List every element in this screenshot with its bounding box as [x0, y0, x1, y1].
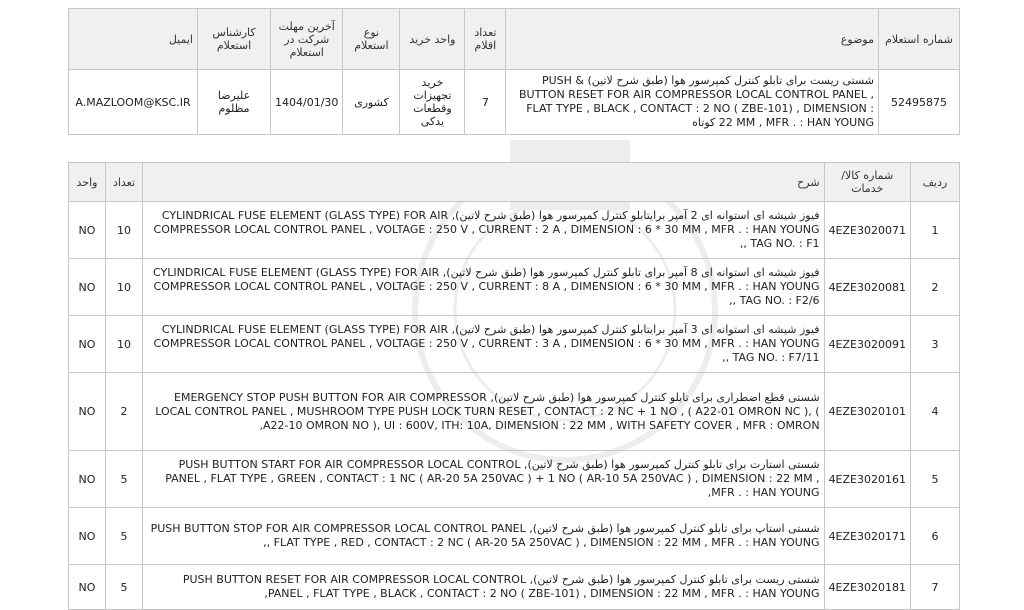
header-item-code: شماره کالا/خدمات: [824, 163, 910, 202]
row-index: 3: [911, 316, 960, 373]
row-index: 7: [911, 565, 960, 610]
item-description: فیوز شیشه ای استوانه ای 2 آمپر برایتابلو کنترل کمپرسور هوا (طبق شرح لاتین), CYLINDRICAL FUSE ELEMENT (GLASS TYPE) FOR AIR COMPRESSOR LOCAL CONTROL PANEL , VOLTAGE : 250 V , CURRENT : 2 A , DIMENSION : 6 * 30 MM , MFR . : HAN YOUNG , TAG NO. : F1,: [143, 202, 825, 259]
header-inquiry-type: نوع استعلام: [343, 9, 400, 70]
item-code: 4EZE3020081: [824, 259, 910, 316]
table-row: [69, 565, 960, 610]
inquiry-summary-table: [68, 8, 960, 135]
table-row: [69, 259, 960, 316]
expert-email[interactable]: A.MAZLOOM@KSC.IR: [69, 70, 198, 135]
inquiry-number: 52495875: [879, 70, 960, 135]
item-code: 4EZE3020161: [824, 451, 910, 508]
deadline: 1404/01/30: [271, 70, 343, 135]
table-row: [69, 373, 960, 451]
item-quantity: 5: [106, 565, 143, 610]
item-quantity: 10: [106, 316, 143, 373]
item-code: 4EZE3020091: [824, 316, 910, 373]
row-index: 6: [911, 508, 960, 565]
header-purchase-unit: واحد خرید: [400, 9, 465, 70]
item-description: فیوز شیشه ای استوانه ای 8 آمپر برای تابلو کنترل کمپرسور هوا (طبق شرح لاتین), CYLINDRICAL FUSE ELEMENT (GLASS TYPE) FOR AIR COMPRESSOR LOCAL CONTROL PANEL , VOLTAGE : 250 V , CURRENT : 8 A , DIMENSION : 6 * 30 MM , MFR . : HAN YOUNG , TAG NO. : F2/6,: [143, 259, 825, 316]
item-description: فیوز شیشه ای استوانه ای 3 آمپر برایتابلو کنترل کمپرسور هوا (طبق شرح لاتین), CYLINDRICAL FUSE ELEMENT (GLASS TYPE) FOR AIR COMPRESSOR LOCAL CONTROL PANEL , VOLTAGE : 250 V , CURRENT : 3 A , DIMENSION : 6 * 30 MM , MFR . : HAN YOUNG , TAG NO. : F7/11,: [143, 316, 825, 373]
row-index: 4: [911, 373, 960, 451]
table-row: [69, 508, 960, 565]
item-unit: NO: [69, 508, 106, 565]
item-quantity: 2: [106, 373, 143, 451]
header-row-index: ردیف: [911, 163, 960, 202]
header-description: شرح: [143, 163, 825, 202]
expert-name: علیرضا مظلوم: [198, 70, 271, 135]
row-index: 5: [911, 451, 960, 508]
item-unit: NO: [69, 565, 106, 610]
item-quantity: 10: [106, 202, 143, 259]
header-expert: کارشناس استعلام: [198, 9, 271, 70]
item-description: شستی استاپ برای تابلو کنترل کمپرسور هوا (طبق شرح لاتین), PUSH BUTTON STOP FOR AIR COMPRESSOR LOCAL CONTROL PANEL , FLAT TYPE , RED , CONTACT : 2 NC ( AR-20 5A 250VAC ) , DIMENSION : 22 MM , MFR . : HAN YOUNG,: [143, 508, 825, 565]
item-unit: NO: [69, 451, 106, 508]
summary-header-row: [69, 9, 960, 70]
item-code: 4EZE3020071: [824, 202, 910, 259]
header-unit: واحد: [69, 163, 106, 202]
items-table: [68, 162, 960, 610]
item-code: 4EZE3020171: [824, 508, 910, 565]
item-unit: NO: [69, 202, 106, 259]
row-index: 2: [911, 259, 960, 316]
purchase-unit: خرید تجهیزات وقطعات یدکی: [400, 70, 465, 135]
inquiry-subject: شستی ریست برای تابلو کنترل کمپرسور هوا (طبق شرح لاتین) PUSH & BUTTON RESET FOR AIR COMPRESSOR LOCAL CONTROL PANEL , FLAT TYPE , BLACK , CONTACT : 2 NO ( ZBE-101) , DIMENSION : 22 MM , MFR . : HAN YOUNG کوتاه: [506, 70, 879, 135]
row-index: 1: [911, 202, 960, 259]
item-code: 4EZE3020181: [824, 565, 910, 610]
item-quantity: 5: [106, 451, 143, 508]
header-inquiry-number: شماره استعلام: [879, 9, 960, 70]
item-count: 7: [465, 70, 506, 135]
items-header-row: [69, 163, 960, 202]
table-row: [69, 451, 960, 508]
item-quantity: 5: [106, 508, 143, 565]
table-row: [69, 316, 960, 373]
header-email: ایمیل: [69, 9, 198, 70]
item-description: شستی قطع اضطراری برای تابلو کنترل کمپرسور هوا (طبق شرح لاتین), EMERGENCY STOP PUSH BUTTON FOR AIR COMPRESSOR LOCAL CONTROL PANEL , MUSHROOM TYPE PUSH LOCK TURN RESET , CONTACT : 2 NC + 1 NO , ( A22-01 OMRON NC ), ( A22-10 OMRON NO ), UI : 600V, ITH: 10A, DIMENSION : 22 MM , WITH SAFETY COVER , MFR : OMRON,: [143, 373, 825, 451]
header-quantity: تعداد: [106, 163, 143, 202]
item-code: 4EZE3020101: [824, 373, 910, 451]
item-quantity: 10: [106, 259, 143, 316]
header-deadline: آخرین مهلت شرکت در استعلام: [271, 9, 343, 70]
summary-data-row: [69, 70, 960, 135]
item-unit: NO: [69, 316, 106, 373]
item-unit: NO: [69, 259, 106, 316]
table-row: [69, 202, 960, 259]
item-description: شستی استارت برای تابلو کنترل کمپرسور هوا (طبق شرح لاتین), PUSH BUTTON START FOR AIR COMPRESSOR LOCAL CONTROL PANEL , FLAT TYPE , GREEN , CONTACT : 1 NC ( AR-20 5A 250VAC ) + 1 NO ( AR-10 5A 250VAC ) , DIMENSION : 22 MM , MFR . : HAN YOUNG,: [143, 451, 825, 508]
header-item-count: تعداد اقلام: [465, 9, 506, 70]
item-unit: NO: [69, 373, 106, 451]
inquiry-type: کشوری: [343, 70, 400, 135]
item-description: شستی ریست برای تابلو کنترل کمپرسور هوا (طبق شرح لاتین), PUSH BUTTON RESET FOR AIR COMPRESSOR LOCAL CONTROL PANEL , FLAT TYPE , BLACK , CONTACT : 2 NO ( ZBE-101) , DIMENSION : 22 MM , MFR . : HAN YOUNG,: [143, 565, 825, 610]
header-subject: موضوع: [506, 9, 879, 70]
